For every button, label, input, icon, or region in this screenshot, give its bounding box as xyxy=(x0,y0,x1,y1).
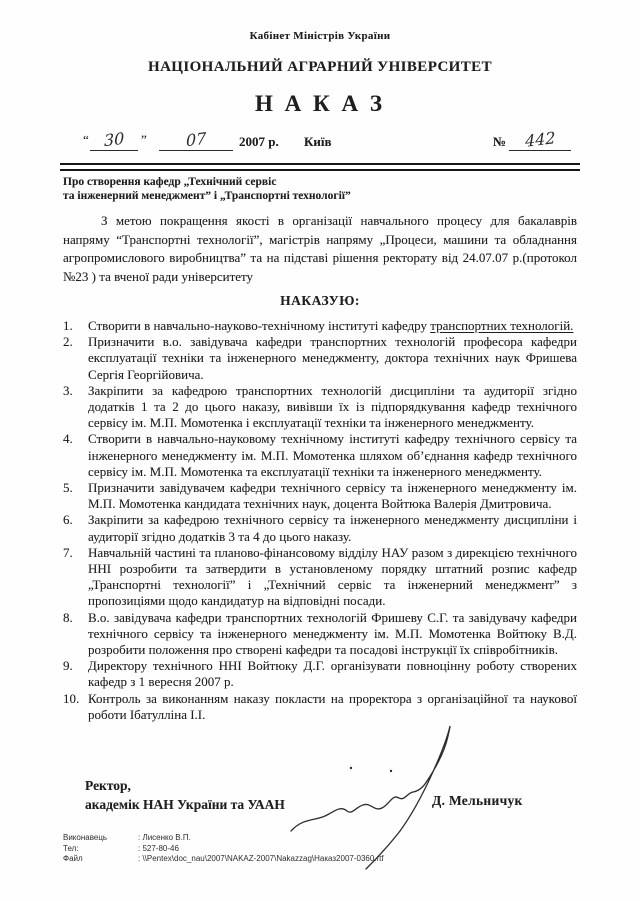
list-item xyxy=(63,545,577,610)
footer-value: : \\Pentex\doc_nau\2007\NAKAZ-2007\Nakazzag\Наказ2007-0360.rtf xyxy=(138,854,384,863)
subject-block xyxy=(63,175,577,203)
city-label: Київ xyxy=(304,134,332,149)
number-sign: № xyxy=(493,134,507,149)
issuing-authority: Кабінет Міністрів України xyxy=(249,30,391,42)
item-text: Закріпити за кафедрою технічного сервісу та інженерного менеджменту дисципліни і аудиторії згідно додатків 3 та 4 до цього наказу. xyxy=(88,512,577,544)
footer-label: Файл xyxy=(63,854,83,863)
item-number: 6. xyxy=(63,512,73,528)
item-number: 10. xyxy=(63,690,80,706)
list-item xyxy=(63,431,577,480)
item-text: Створити в навчально-науково-технічному інституті кафедру транспортних технологій. xyxy=(88,318,574,333)
list-item xyxy=(63,610,577,659)
footer-label: Виконавець xyxy=(63,833,108,842)
list-item xyxy=(63,318,577,334)
close-quote: ” xyxy=(141,132,147,147)
item-number: 7. xyxy=(63,544,73,560)
year-label: 2007 р. xyxy=(239,134,279,149)
item-text: Навчальній частині та планово-фінансовому відділу НАУ разом з дирекцією технічного ННІ розробити та затвердити в установленому порядку штатний розпис кафедр „Транспортні технології” і „Технічний сервіс та інженерний менеджмент” з пропозиціями щодо кандидатур на відповідні посади. xyxy=(88,544,577,609)
order-number-group xyxy=(493,128,577,151)
signatory-name: Д. Мельничук xyxy=(432,793,523,808)
list-item xyxy=(63,512,577,544)
item-number: 8. xyxy=(63,609,73,625)
number-blank xyxy=(509,130,571,151)
item-text: Призначити завідувачем кафедри технічного сервісу та інженерного менеджменту ім. М.П. Момотенка кандидата технічних наук, доцента Войтюка Валерія Дмитровича. xyxy=(88,480,577,512)
signature-block xyxy=(0,776,640,822)
item-text: Закріпити за кафедрою транспортних технологій дисципліни та аудиторії згідно додатків 1 та 2 до цього наказу, вивівши їх із підпорядкування кафедр технічного сервісу ім. М.П. Момотенка і експлуатації техніки та інженерного менеджменту. xyxy=(88,382,577,431)
directives-list xyxy=(63,318,577,723)
subject-line-1: Про створення кафедр „Технічний сервіс xyxy=(63,176,277,188)
item-number: 1. xyxy=(63,318,73,333)
item-text: Створити в навчально-науковому технічному інституті кафедру технічного сервісу та інженерного менеджменту ім. М.П. Момотенка шляхом об’єднання кафедр технічного сервісу ім. М.П. Момотенка та експлуатації техніки та інженерного менеджменту. xyxy=(88,431,577,479)
handwritten-month: 07 xyxy=(185,128,207,151)
preamble-paragraph: З метою покращення якості в організації навчального процесу для бакалаврів напряму “Транспортні технології”, магістрів напряму „Процеси, машини та обладнання агропромислового виробництва” та на підставі рішення ректорату від 24.07.07 р.(протокол №23 ) та вченої ради університету xyxy=(63,213,577,284)
open-quote: “ xyxy=(83,132,89,147)
subject-line-2: та інженерний менеджмент” і „Транспортні технології” xyxy=(63,190,351,202)
list-item xyxy=(63,383,577,432)
handwritten-order-number: 442 xyxy=(524,128,556,151)
date-row xyxy=(63,128,577,156)
list-item xyxy=(63,658,577,690)
month-blank xyxy=(159,130,233,151)
day-blank xyxy=(90,130,138,151)
item-number: 2. xyxy=(63,334,73,350)
handwritten-day: 30 xyxy=(103,128,125,151)
footer-value: : Лисенко В.П. xyxy=(138,833,191,842)
item-number: 3. xyxy=(63,382,73,398)
list-item xyxy=(63,480,577,512)
footer-value: : 527-80-46 xyxy=(138,843,179,853)
resolution-heading: НАКАЗУЮ: xyxy=(280,293,360,308)
footer-row-executor xyxy=(63,833,384,844)
footer-label: Тел: xyxy=(63,843,79,853)
item-number: 9. xyxy=(63,658,73,674)
item-number: 5. xyxy=(63,480,73,496)
double-rule-divider xyxy=(60,163,580,171)
signatory-title-line-1: Ректор, xyxy=(85,778,131,793)
list-item xyxy=(63,691,577,723)
item-number: 4. xyxy=(63,431,73,447)
item-text: Призначити в.о. завідувача кафедри транспортних технологій професора кафедри експлуатації техніки та інженерного менеджменту, доктора технічних наук Фришева Сергія Георгійовича. xyxy=(88,334,577,382)
footer-row-phone xyxy=(63,844,384,855)
university-name: НАЦІОНАЛЬНИЙ АГРАРНИЙ УНІВЕРСИТЕТ xyxy=(148,59,492,75)
document-footer xyxy=(63,833,384,865)
document-type-title: Н А К А З xyxy=(255,91,385,116)
list-item xyxy=(63,334,577,383)
item-text: Контроль за виконанням наказу покласти на проректора з організаційної та наукової роботи Ібатулліна І.І. xyxy=(88,690,577,722)
item-text: Директору технічного ННІ Войтюку Д.Г. організувати повноцінну роботу створених кафедр з 1 вересня 2007 р. xyxy=(88,658,577,690)
signatory-title-line-2: академік НАН України та УААН xyxy=(85,797,285,812)
underlined-phrase: транспортних технологій. xyxy=(430,318,574,333)
item-text: В.о. завідувача кафедри транспортних технологій Фришеву С.Г. та завідувачу кафедри технічного сервісу та інженерного менеджменту ім. М.П. Момотенка Войтюку В.Д. розробити положення про створені кафедри та посадові інструкції їх співробітників. xyxy=(88,609,577,658)
footer-row-file xyxy=(63,854,384,865)
signatory-title xyxy=(85,776,285,814)
